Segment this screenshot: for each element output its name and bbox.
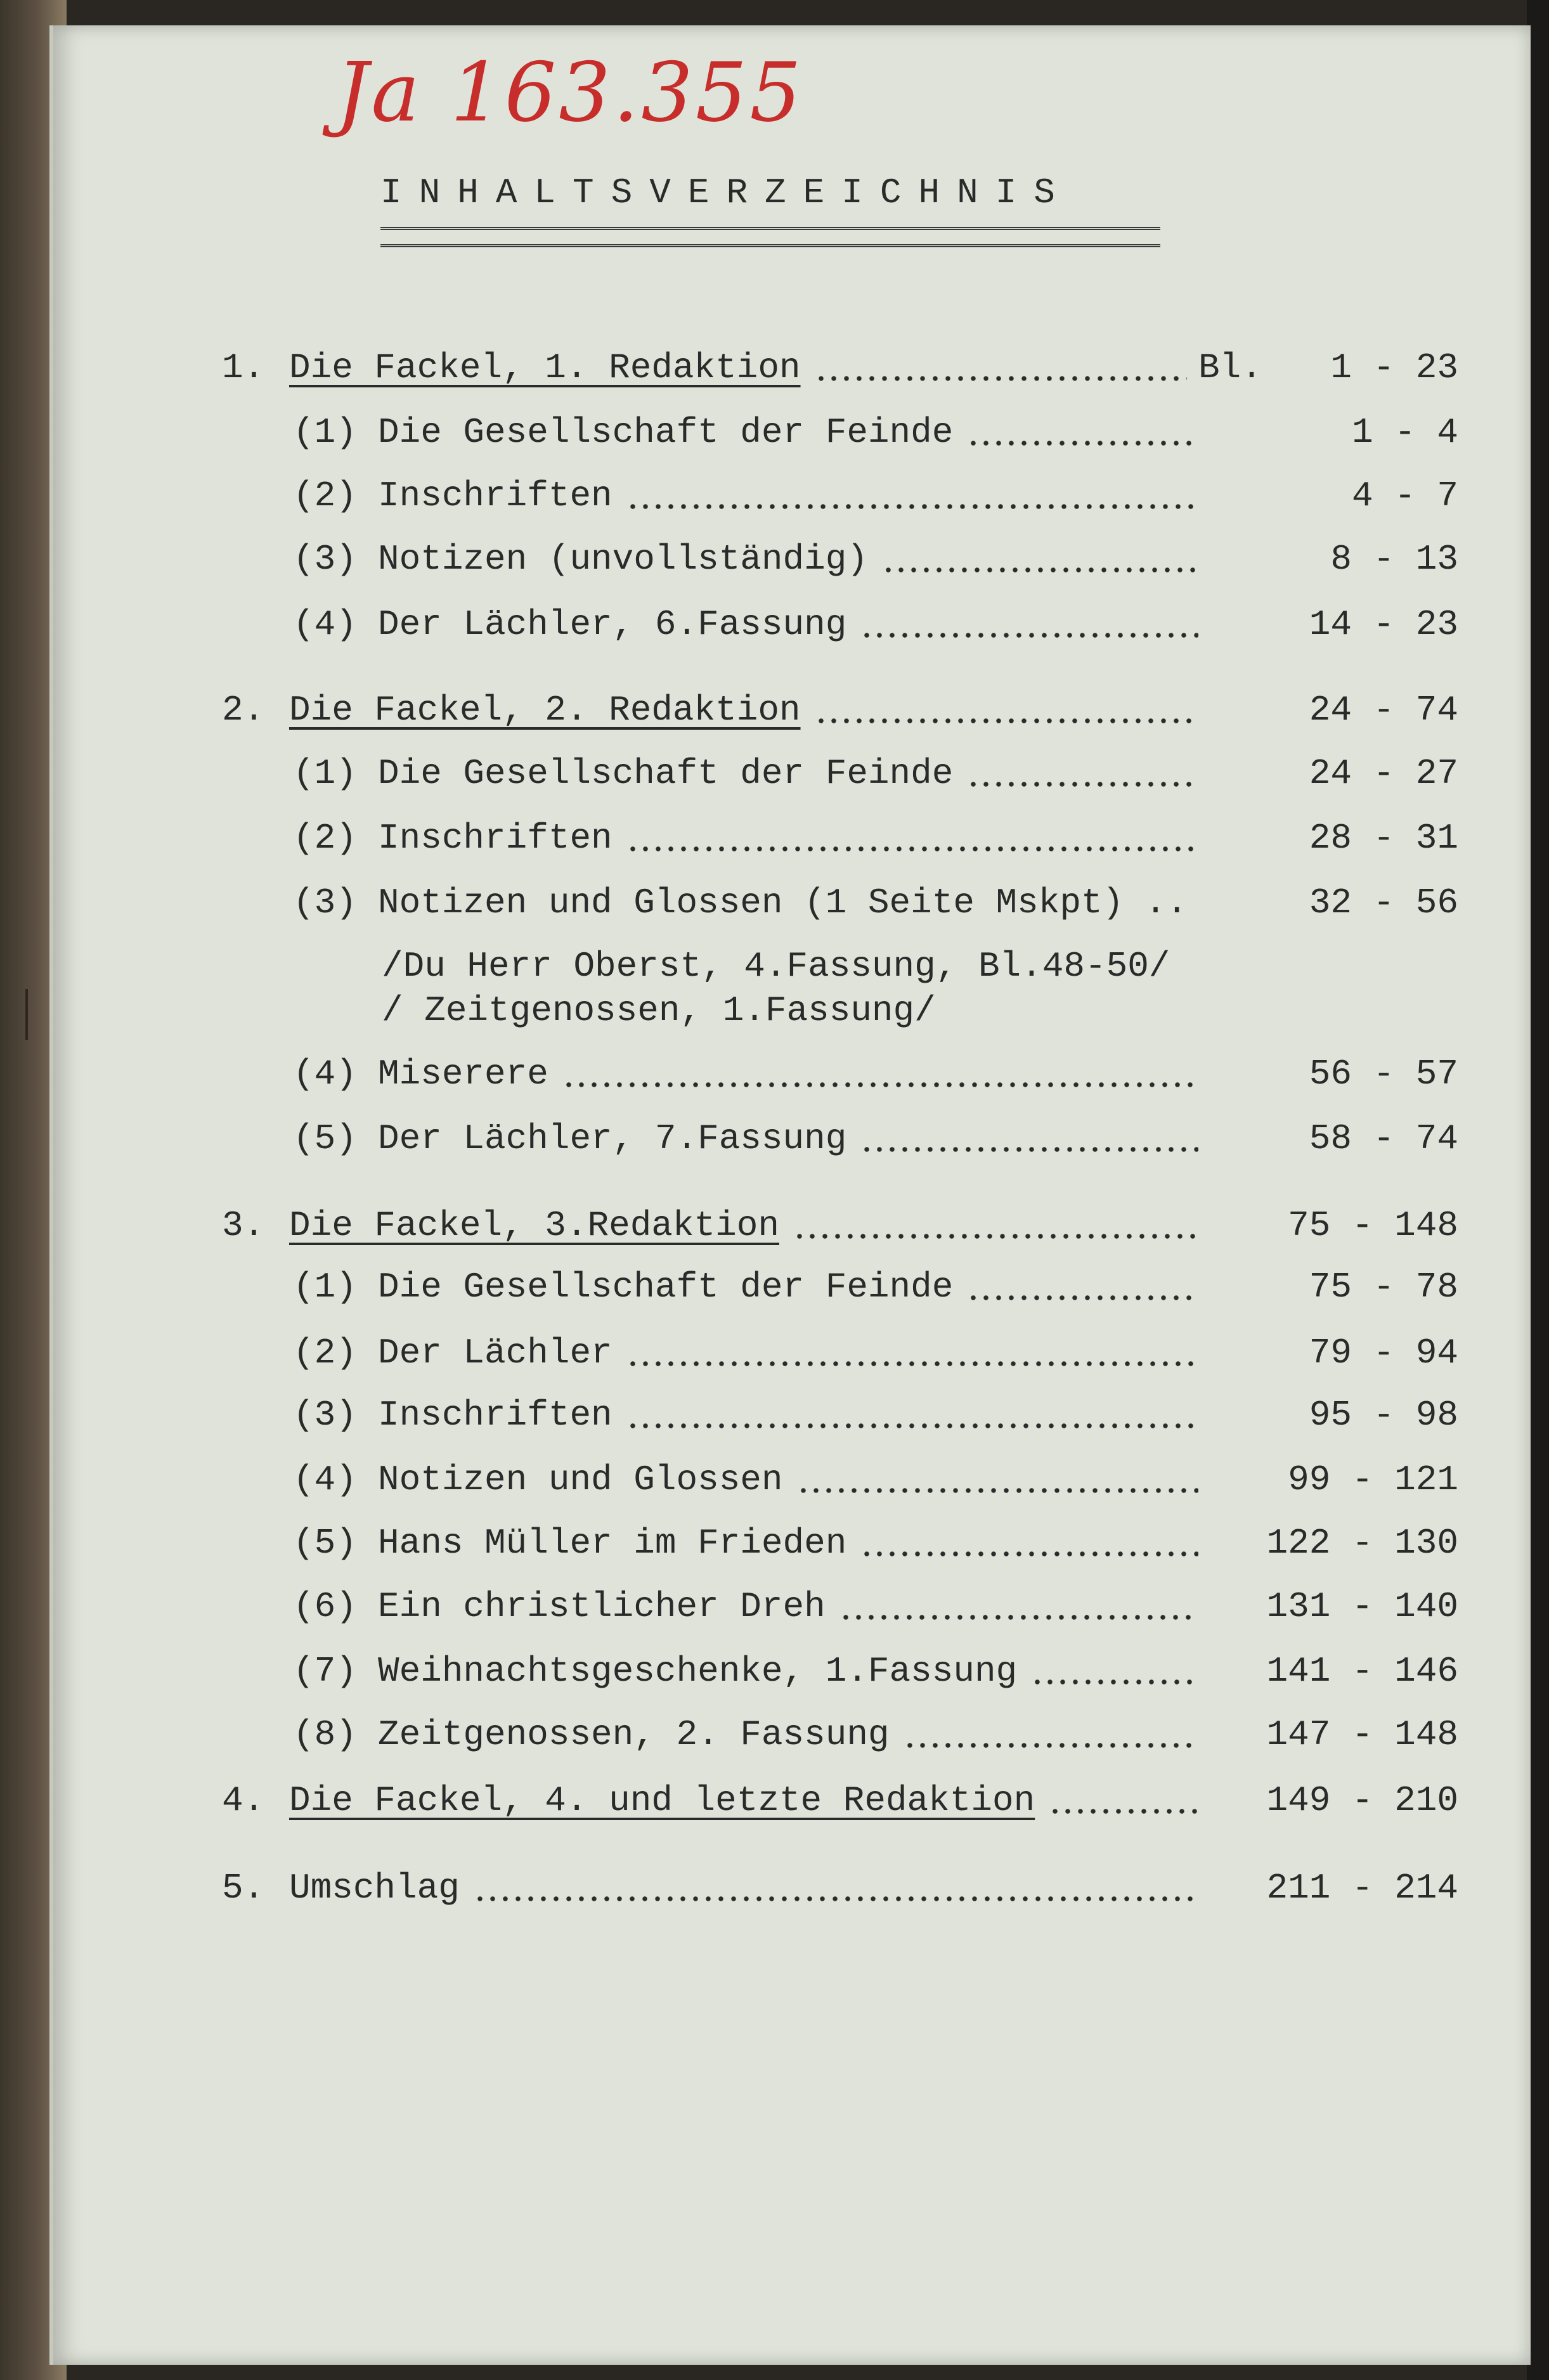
handwritten-signature: Ja 163.355 — [336, 46, 804, 140]
toc-note-text: /Du Herr Oberst, 4.Fassung, Bl.48-50/ — [382, 946, 1170, 986]
dot-leader — [839, 1614, 1198, 1620]
toc-title: Die Gesellschaft der Feinde — [378, 412, 954, 453]
toc-page-range: 75 - 78 — [1309, 1267, 1458, 1307]
dot-leader — [626, 503, 1198, 510]
dot-leader — [797, 1487, 1198, 1494]
toc-section — [0, 1200, 1549, 1251]
toc-page-range: 75 - 148 — [1288, 1205, 1458, 1246]
toc-section — [0, 1863, 1549, 1913]
toc-number: 4. — [222, 1780, 265, 1821]
toc-number: (4) — [293, 1054, 357, 1094]
toc-item — [0, 534, 1549, 585]
toc-title: Zeitgenossen, 2. Fassung — [378, 1714, 890, 1755]
toc-number: (8) — [293, 1714, 357, 1755]
toc-title: Hans Müller im Frieden — [378, 1523, 847, 1563]
toc-section — [0, 342, 1549, 393]
toc-title: Der Lächler, 7.Fassung — [378, 1118, 847, 1159]
toc-number: (1) — [293, 753, 357, 794]
toc-item — [0, 1518, 1549, 1568]
toc-number: (3) — [293, 1395, 357, 1435]
toc-page-range: 149 - 210 — [1266, 1780, 1458, 1821]
toc-item — [0, 1581, 1549, 1632]
dot-leader — [626, 1423, 1198, 1429]
toc-title: Die Fackel, 1. Redaktion — [289, 347, 801, 388]
toc-page-range: 56 - 57 — [1309, 1054, 1458, 1094]
dot-leader — [626, 1361, 1198, 1367]
dot-leader — [626, 846, 1198, 852]
toc-title: Notizen und Glossen (1 Seite Mskpt) .. — [378, 883, 1188, 923]
toc-page-range: 8 - 13 — [1330, 539, 1458, 579]
toc-item — [0, 1709, 1549, 1760]
toc-number: 1. — [222, 347, 265, 388]
dot-leader — [882, 567, 1198, 573]
toc-number: 3. — [222, 1205, 265, 1246]
toc-title: Der Lächler — [378, 1333, 612, 1373]
dot-leader — [1031, 1679, 1198, 1685]
toc-number: (5) — [293, 1523, 357, 1563]
toc-number: 5. — [222, 1868, 265, 1908]
toc-title: Notizen und Glossen — [378, 1459, 783, 1500]
toc-title: Inschriften — [378, 475, 612, 516]
toc-item — [0, 599, 1549, 650]
toc-note — [0, 985, 1549, 1036]
toc-page-range: 141 - 146 — [1266, 1651, 1458, 1691]
toc-title: Die Gesellschaft der Feinde — [378, 753, 954, 794]
toc-title: Ein christlicher Dreh — [378, 1586, 826, 1627]
toc-number: (3) — [293, 539, 357, 579]
toc-page-range: 1 - 23 — [1330, 347, 1458, 388]
toc-title: Die Fackel, 4. und letzte Redaktion — [289, 1780, 1035, 1821]
dot-leader — [474, 1896, 1198, 1902]
dot-leader — [967, 781, 1198, 787]
dot-leader — [860, 1146, 1198, 1153]
toc-item — [0, 1646, 1549, 1697]
toc-number: 2. — [222, 690, 265, 730]
toc-number: (1) — [293, 412, 357, 453]
toc-item — [0, 1049, 1549, 1099]
toc-title: Umschlag — [289, 1868, 460, 1908]
toc-item — [0, 877, 1549, 928]
toc-number: (2) — [293, 818, 357, 858]
toc-number: (2) — [293, 1333, 357, 1373]
toc-item — [0, 1454, 1549, 1505]
toc-page-range: 32 - 56 — [1309, 883, 1458, 923]
toc-item — [0, 748, 1549, 799]
toc-note — [0, 941, 1549, 992]
toc-title: Inschriften — [378, 818, 612, 858]
toc-item — [0, 1390, 1549, 1440]
toc-page-range: 58 - 74 — [1309, 1118, 1458, 1159]
toc-title: Die Fackel, 3.Redaktion — [289, 1205, 779, 1246]
toc-page-range: 24 - 74 — [1309, 690, 1458, 730]
toc-item — [0, 813, 1549, 863]
toc-note-text: / Zeitgenossen, 1.Fassung/ — [382, 990, 936, 1031]
toc-page-range: 1 - 4 — [1351, 412, 1458, 453]
toc-page-range: 122 - 130 — [1266, 1523, 1458, 1563]
toc-item — [0, 1328, 1549, 1378]
dot-leader — [562, 1082, 1198, 1088]
dot-leader — [967, 1295, 1198, 1301]
dot-leader — [860, 1551, 1198, 1557]
dot-leader — [1049, 1808, 1198, 1814]
toc-number: (2) — [293, 475, 357, 516]
dot-leader — [793, 1233, 1198, 1239]
toc-number: (5) — [293, 1118, 357, 1159]
sheet-label: Bl. — [1198, 347, 1262, 388]
toc-item — [0, 1262, 1549, 1312]
toc-title: Der Lächler, 6.Fassung — [378, 604, 847, 645]
toc-title: Miserere — [378, 1054, 548, 1094]
toc-title: Weihnachtsgeschenke, 1.Fassung — [378, 1651, 1018, 1691]
toc-section — [0, 1775, 1549, 1826]
dot-leader — [904, 1742, 1198, 1749]
toc-page-range: 28 - 31 — [1309, 818, 1458, 858]
toc-page-range: 14 - 23 — [1309, 604, 1458, 645]
toc-page-range: 99 - 121 — [1288, 1459, 1458, 1500]
page-title: INHALTSVERZEICHNIS — [380, 172, 1072, 213]
dot-leader — [860, 632, 1198, 638]
toc-page-range: 79 - 94 — [1309, 1333, 1458, 1373]
toc-page-range: 211 - 214 — [1266, 1868, 1458, 1908]
toc-item — [0, 470, 1549, 521]
toc-section — [0, 685, 1549, 735]
toc-number: (3) — [293, 883, 357, 923]
toc-number: (4) — [293, 1459, 357, 1500]
toc-title: Inschriften — [378, 1395, 612, 1435]
dot-leader — [815, 375, 1187, 382]
toc-item — [0, 407, 1549, 458]
toc-page-range: 147 - 148 — [1266, 1714, 1458, 1755]
toc-number: (6) — [293, 1586, 357, 1627]
toc-item — [0, 1113, 1549, 1164]
dot-leader — [815, 718, 1198, 724]
toc-title: Die Gesellschaft der Feinde — [378, 1267, 954, 1307]
toc-title: Die Fackel, 2. Redaktion — [289, 690, 801, 730]
toc-page-range: 131 - 140 — [1266, 1586, 1458, 1627]
dot-leader — [967, 440, 1198, 446]
toc-number: (4) — [293, 604, 357, 645]
toc-page-range: 24 - 27 — [1309, 753, 1458, 794]
toc-number: (7) — [293, 1651, 357, 1691]
toc-number: (1) — [293, 1267, 357, 1307]
toc-page-range: 4 - 7 — [1351, 475, 1458, 516]
toc-page-range: 95 - 98 — [1309, 1395, 1458, 1435]
toc-title: Notizen (unvollständig) — [378, 539, 868, 579]
